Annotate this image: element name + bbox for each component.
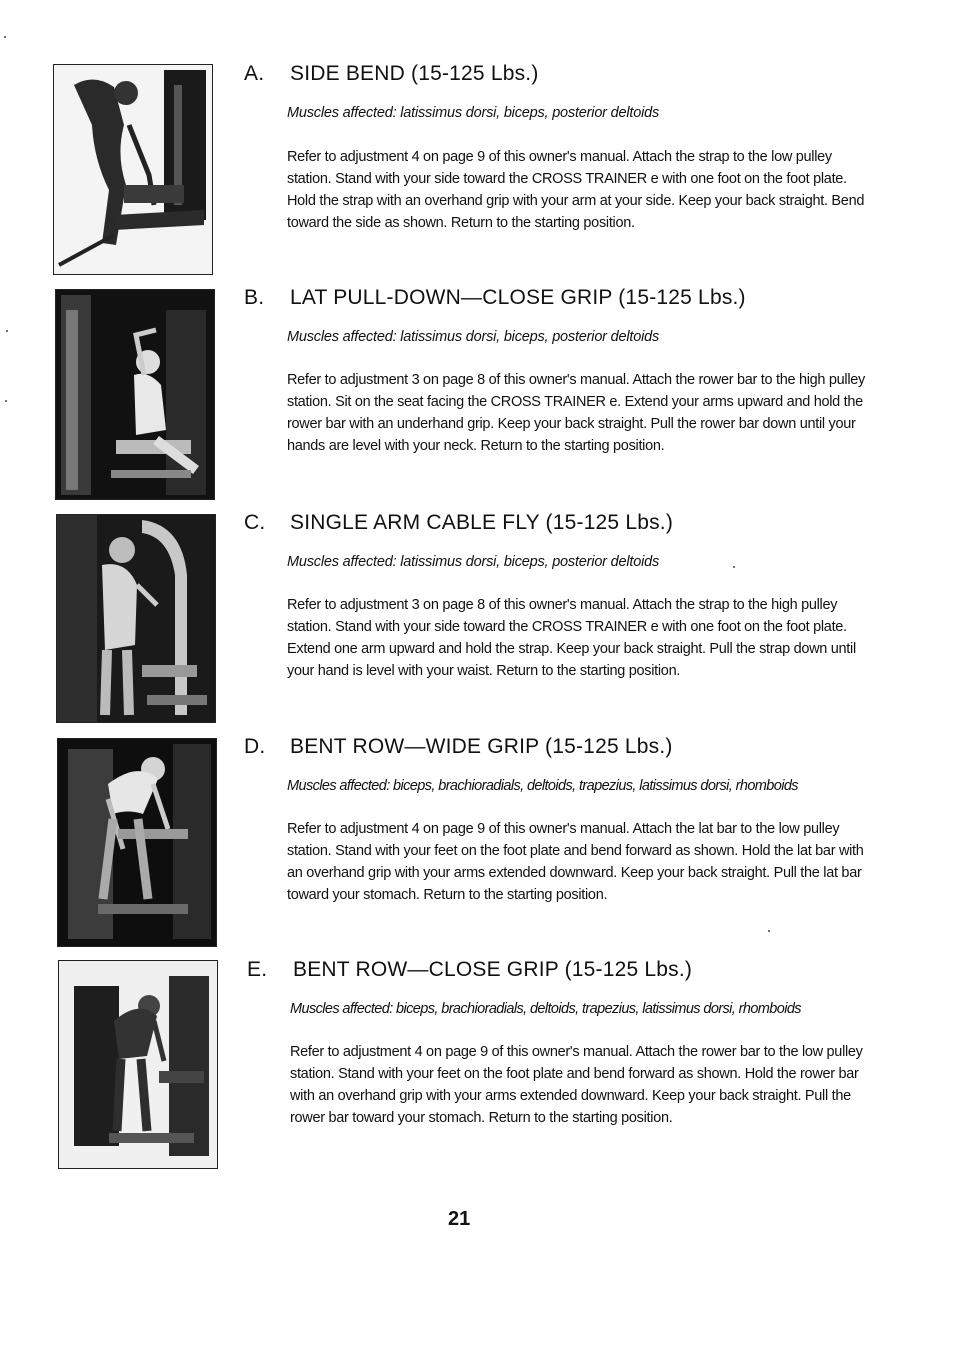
scan-speck [4, 36, 6, 38]
section-letter: A. [244, 62, 265, 85]
exercise-title: SINGLE ARM CABLE FLY (15-125 Lbs.) [290, 511, 674, 534]
exercise-instructions: Refer to adjustment 4 on page 9 of this owner's manual. Attach the lat bar to the low pulley station. Stand with your feet on the foot plate and bend forward as shown. Hold the lat bar with an overhand grip with your arms extended downward. Keep your back straight. Pull the lat bar toward your stomach. Return to the starting position. [287, 821, 864, 903]
muscles-affected: Muscles affected: biceps, brachioradials, deltoids, trapezius, latissimus dorsi, rhomboids [287, 778, 798, 794]
exercise-photo-bent-row-close [58, 960, 218, 1169]
muscles-affected: Muscles affected: biceps, brachioradials, deltoids, trapezius, latissimus dorsi, rhomboids [290, 1001, 801, 1017]
exercise-heading [244, 62, 539, 86]
exercise-title: SIDE BEND (15-125 Lbs.) [290, 62, 539, 85]
muscles-affected: Muscles affected: latissimus dorsi, biceps, posterior deltoids [287, 329, 660, 345]
page-number: 21 [448, 1208, 471, 1230]
scan-speck [768, 930, 770, 932]
section-letter: B. [244, 286, 265, 309]
exercise-heading [247, 958, 692, 982]
muscles-affected: Muscles affected: latissimus dorsi, biceps, posterior deltoids [287, 554, 660, 570]
section-letter: D. [244, 735, 266, 758]
exercise-heading [244, 511, 673, 535]
exercise-instructions: Refer to adjustment 3 on page 8 of this owner's manual. Attach the rower bar to the high pulley station. Sit on the seat facing the CROSS TRAINER e. Extend your arms upward and hold the rower bar with an underhand grip. Keep your back straight. Pull the rower bar down until your hands are level with your neck. Return to the starting position. [287, 372, 865, 454]
muscles-affected: Muscles affected: latissimus dorsi, biceps, posterior deltoids [287, 105, 660, 121]
exercise-photo-cable-fly [56, 514, 216, 723]
section-letter: E. [247, 958, 268, 981]
exercise-title: BENT ROW—CLOSE GRIP (15-125 Lbs.) [293, 958, 693, 981]
section-letter: C. [244, 511, 266, 534]
scan-speck [5, 400, 7, 402]
scan-speck [6, 330, 8, 332]
exercise-photo-bent-row-wide [57, 738, 217, 947]
exercise-photo-side-bend [53, 64, 213, 275]
exercise-heading [244, 735, 673, 759]
exercise-instructions: Refer to adjustment 4 on page 9 of this owner's manual. Attach the rower bar to the low pulley station. Stand with your feet on the foot plate and bend forward as shown. Hold the rower bar with an overhand grip with your arms extended downward. Keep your back straight. Pull the rower bar toward your stomach. Return to the starting position. [290, 1044, 863, 1126]
scan-speck [733, 566, 735, 568]
exercise-photo-lat-pull-down [55, 289, 215, 500]
exercise-heading [244, 286, 746, 310]
exercise-instructions: Refer to adjustment 4 on page 9 of this owner's manual. Attach the strap to the low pulley station. Stand with your side toward the CROSS TRAINER e with one foot on the foot plate. Hold the strap with an overhand grip with your arm at your side. Keep your back straight. Bend toward the side as shown. Return to the starting position. [287, 149, 865, 231]
exercise-title: LAT PULL-DOWN—CLOSE GRIP (15-125 Lbs.) [290, 286, 746, 309]
exercise-instructions: Refer to adjustment 3 on page 8 of this owner's manual. Attach the strap to the high pulley station. Stand with your side toward the CROSS TRAINER e with one foot on the foot plate. Extend one arm upward and hold the strap. Keep your back straight. Pull the strap down until your hand is level with your waist. Return to the starting position. [287, 597, 856, 679]
exercise-title: BENT ROW—WIDE GRIP (15-125 Lbs.) [290, 735, 673, 758]
